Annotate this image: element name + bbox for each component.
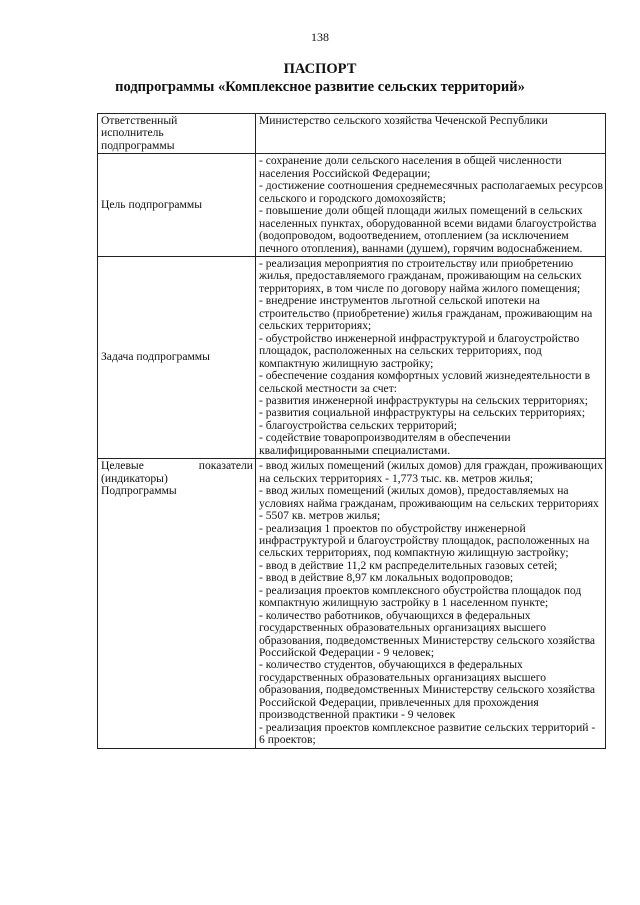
- list-item: - реализация проектов комплексного обустройства площадок под компактную жилищную застройку в 1 населенном пункте;: [259, 583, 582, 610]
- label-line: Ответственный: [101, 114, 178, 127]
- list-item: - сохранение доли сельского населения в общей численности населения Российской Федерации;: [259, 154, 562, 180]
- value-cell: [256, 114, 606, 154]
- list-item: - количество студентов, обучающихся в федеральных государственных образовательных организациях высшего образования, подведомственных Министерству сельского хозяйства Российской Федерации, привлеченных для прохождения производственной практики - 9 человек: [259, 658, 596, 722]
- label-line: Цель подпрограммы: [101, 197, 203, 211]
- list-item: - обеспечение создания комфортных условий жизнедеятельности в сельской местности за счет:: [259, 369, 591, 395]
- list-item: - ввод жилых помещений (жилых домов), предоставляемых на условиях найма гражданам, проживающим на сельских территориях - 5507 кв. метров жилья;: [259, 484, 599, 523]
- list-item: - развития социальной инфраструктуры на сельских территориях;: [259, 406, 586, 420]
- list-item: - количество работников, обучающихся в федеральных государственных образовательных организациях высшего образования, подведомственных Министерству сельского хозяйства Российской Федерации - 9 человек;: [259, 608, 596, 660]
- list-item: - содействие товаропроизводителям в обеспечении квалифицированными специалистами.: [259, 431, 511, 457]
- label-word: показатели: [198, 459, 253, 473]
- list-item: - развития инженерной инфраструктуры на сельских территориях;: [259, 393, 588, 407]
- table-row-responsible: [98, 114, 606, 154]
- list-item: - повышение доли общей площади жилых помещений в сельских населенных пунктах, оборудованной всеми видами благоустройства (водопроводом, водоотведением, отоплением (за исключением печного отопления), ваннами (душем), горячим водоснабжением.: [259, 204, 597, 255]
- label-line: Подпрограммы: [101, 484, 177, 498]
- label-cell: [98, 114, 256, 154]
- table-row-goal: [98, 154, 606, 257]
- page-number: 138: [311, 30, 329, 44]
- list-item: - реализация 1 проектов по обустройству инженерной инфраструктурой и благоустройству площадок, расположенных на сельских территориях, под компактную жилищную застройку;: [259, 521, 590, 560]
- list-item: - обустройство инженерной инфраструктурой и благоустройство площадок, расположенных на сельских территориях, под компактную жилищную застройку;: [259, 331, 580, 370]
- label-cell: [98, 154, 256, 257]
- label-cell: [98, 459, 256, 748]
- list-item: - ввод в действие 11,2 км распределительных газовых сетей;: [259, 558, 558, 572]
- list-item: - реализация мероприятия по строительству или приобретению жилья, предоставляемого гражданам, проживающим на сельских территориях, в том числе по договору найма жилого помещения;: [259, 256, 582, 295]
- label-line: исполнитель: [101, 126, 164, 140]
- list-item: Министерство сельского хозяйства Чеченской Республики: [259, 114, 548, 127]
- document-title: [0, 60, 640, 96]
- label-line: [101, 460, 253, 472]
- table-row-indicators: [98, 459, 606, 748]
- label-cell: [98, 256, 256, 458]
- value-cell: [256, 459, 606, 748]
- table-row-tasks: [98, 256, 606, 458]
- list-item: - внедрение инструментов льготной сельской ипотеки на строительство (приобретение) жилья гражданам, проживающим на сельских территориях;: [259, 294, 593, 333]
- list-item: - достижение соотношения среднемесячных располагаемых ресурсов сельского и городского домохозяйств;: [259, 179, 603, 205]
- label-line: Задача подпрограммы: [101, 350, 210, 364]
- list-item: - ввод жилых помещений (жилых домов) для граждан, проживающих на сельских территориях - 1,773 тыс. кв. метров жилья;: [259, 459, 603, 485]
- list-item: - ввод в действие 8,97 км локальных водопроводов;: [259, 571, 514, 585]
- title-line-1: ПАСПОРТ: [283, 61, 357, 77]
- label-line: подпрограммы: [101, 138, 175, 152]
- value-cell: [256, 154, 606, 257]
- label-word: Целевые: [101, 459, 144, 473]
- label-line: (индикаторы): [101, 471, 168, 485]
- title-line-2: подпрограммы «Комплексное развитие сельских территорий»: [115, 79, 525, 95]
- passport-table: [97, 113, 606, 749]
- list-item: - благоустройства сельских территорий;: [259, 418, 457, 432]
- value-cell: [256, 256, 606, 458]
- list-item: - реализация проектов комплексное развитие сельских территорий - 6 проектов;: [259, 720, 596, 747]
